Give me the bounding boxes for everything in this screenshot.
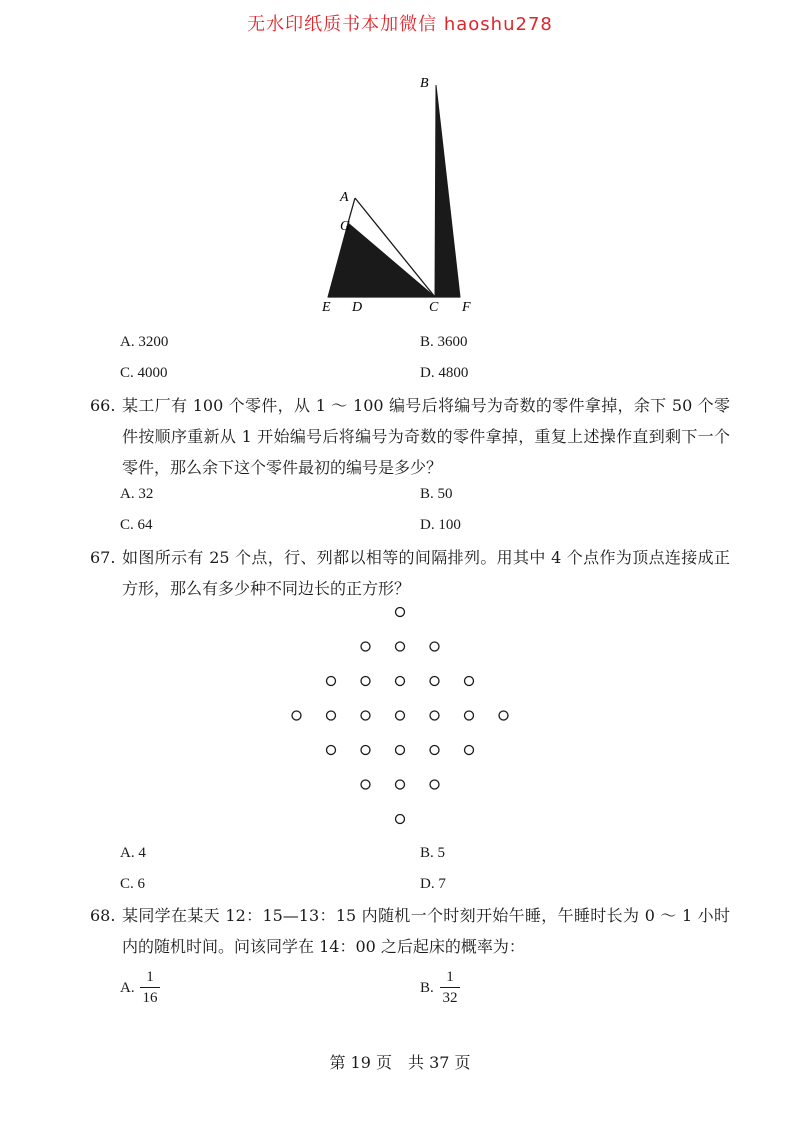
label-d: D (352, 300, 363, 315)
q65-option-d: D. 4800 (420, 365, 469, 381)
grid-dot (327, 677, 336, 686)
grid-dot (430, 677, 439, 686)
grid-dot (396, 711, 405, 720)
fraction (440, 968, 460, 1007)
label-b: B (420, 76, 429, 91)
grid-dot (396, 608, 405, 617)
numerator: 1 (146, 969, 154, 985)
question-number: 68. (90, 906, 116, 925)
geometry-figure (300, 65, 500, 315)
grid-dot (396, 642, 405, 651)
label-a: A (340, 190, 349, 205)
q65-option-c: C. 4000 (120, 365, 168, 381)
grid-dot (361, 746, 370, 755)
numerator: 1 (446, 969, 454, 985)
q65-option-a: A. 3200 (120, 334, 169, 350)
grid-dot (361, 642, 370, 651)
option-label: A. (120, 980, 135, 996)
question-number: 66. (90, 396, 116, 415)
watermark-text: 无水印纸质书本加微信 haoshu278 (247, 14, 553, 35)
label-e: E (322, 300, 331, 315)
q65-option-b: B. 3600 (420, 334, 468, 350)
question-number: 67. (90, 548, 116, 567)
grid-dot (396, 746, 405, 755)
question-text: 某同学在某天 12：15—13：15 内随机一个时刻开始午睡，午睡时长为 0 ～ 1 小时内的随机时间。问该同学在 14：00 之后起床的概率为： (122, 906, 730, 956)
q66-option-a: A. 32 (120, 486, 154, 502)
grid-dot (465, 711, 474, 720)
q66-option-c: C. 64 (120, 517, 153, 533)
fraction-bar (140, 987, 160, 988)
grid-dot (361, 780, 370, 789)
question-text: 某工厂有 100 个零件，从 1 ～ 100 编号后将编号为奇数的零件拿掉，余下 50 个零件按顺序重新从 1 开始编号后将编号为奇数的零件拿掉，重复上述操作直到剩下一个零件，那么余下这个零件最初的编号是多少？ (122, 396, 730, 477)
label-g: G (340, 219, 351, 234)
option-label: B. (420, 980, 434, 996)
q67-option-a: A. 4 (120, 845, 146, 861)
fraction-bar (440, 987, 460, 988)
grid-dot (499, 711, 508, 720)
grid-dot (430, 642, 439, 651)
question-66 (90, 390, 730, 483)
grid-dot (361, 677, 370, 686)
label-f: F (462, 300, 471, 315)
grid-dot (327, 711, 336, 720)
grid-dot (465, 746, 474, 755)
question-68 (90, 900, 730, 962)
question-text: 如图所示有 25 个点，行、列都以相等的间隔排列。用其中 4 个点作为顶点连接成正方形，那么有多少种不同边长的正方形？ (122, 548, 730, 598)
q67-option-d: D. 7 (420, 876, 446, 892)
triangle-bcf (435, 85, 460, 297)
page-footer: 第 19 页 共 37 页 (329, 1053, 471, 1072)
grid-dot (430, 711, 439, 720)
grid-dot (430, 746, 439, 755)
denominator: 16 (142, 990, 158, 1006)
q67-option-c: C. 6 (120, 876, 146, 892)
grid-dot (327, 746, 336, 755)
grid-dot (430, 780, 439, 789)
grid-dot (396, 677, 405, 686)
dot-grid-figure (280, 600, 520, 830)
fraction (140, 968, 160, 1007)
grid-dot (396, 815, 405, 824)
q66-option-b: B. 50 (420, 486, 453, 502)
denominator: 32 (442, 990, 458, 1006)
grid-dot (396, 780, 405, 789)
label-c: C (429, 300, 439, 315)
grid-dot (292, 711, 301, 720)
q66-option-d: D. 100 (420, 517, 461, 533)
q67-option-b: B. 5 (420, 845, 446, 861)
grid-dot (465, 677, 474, 686)
question-67 (90, 542, 730, 604)
triangle-egc (328, 223, 435, 297)
grid-dot (361, 711, 370, 720)
